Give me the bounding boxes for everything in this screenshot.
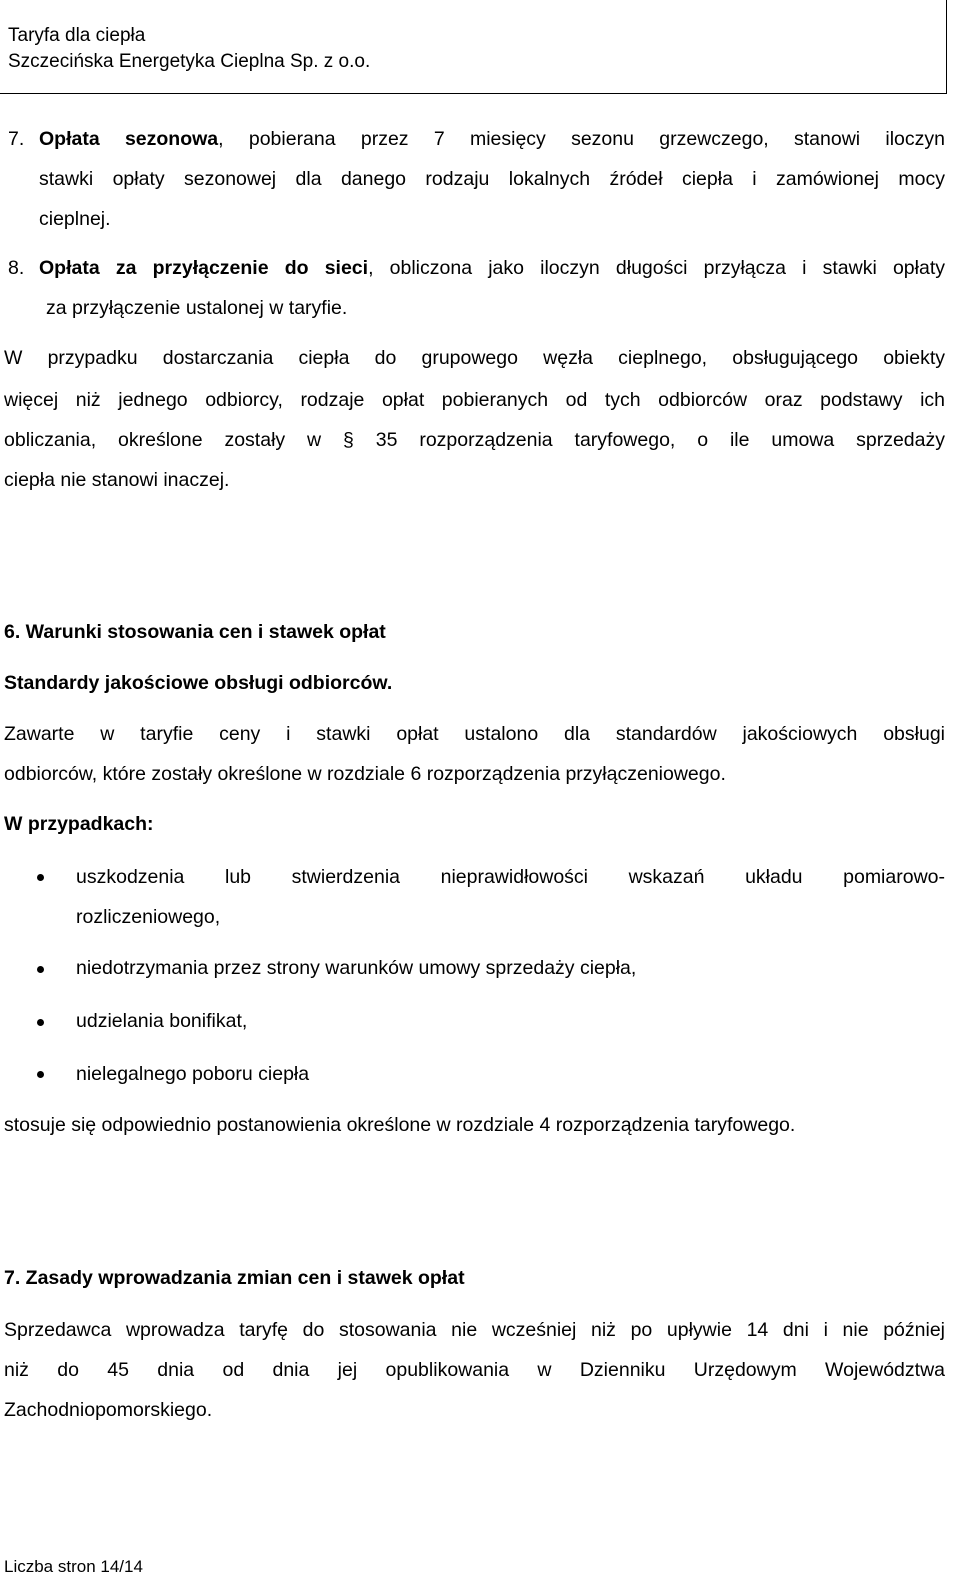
bullet-1-line-2: rozliczeniowego, — [76, 906, 221, 928]
page-header — [0, 0, 947, 94]
group-node-line-4: ciepła nie stanowi inaczej. — [4, 469, 230, 491]
item-8-bold: Opłata za przyłączenie do sieci — [39, 257, 369, 279]
item-7-line-1 — [39, 120, 945, 158]
bullet-dot — [37, 1019, 44, 1026]
group-node-line-2: więcej niż jednego odbiorcy, rodzaje opłat pobieranych od tych odbiorców oraz podstawy ich — [4, 389, 945, 411]
item-8-number: 8. — [8, 257, 25, 279]
section-6-para-line-2: odbiorców, które zostały określone w rozdziale 6 rozporządzenia przyłączeniowego. — [4, 763, 726, 785]
section-6-subtitle: Standardy jakościowe obsługi odbiorców. — [4, 672, 393, 694]
section-6-para-line-1: Zawarte w taryfie ceny i stawki opłat ustalono dla standardów jakościowych obsługi — [4, 723, 945, 745]
cases-heading: W przypadkach: — [4, 813, 154, 835]
bullet-dot — [37, 966, 44, 973]
header-title: Taryfa dla ciepła — [8, 25, 146, 46]
item-8-line-2: za przyłączenie ustalonej w taryfie. — [46, 297, 348, 319]
bullet-1-line-1: uszkodzenia lub stwierdzenia nieprawidłowości wskazań układu pomiarowo- — [76, 866, 945, 888]
section-6-title: 6. Warunki stosowania cen i stawek opłat — [4, 621, 386, 643]
section-7-line-3: Zachodniopomorskiego. — [4, 1399, 213, 1421]
item-7-line-3: cieplnej. — [39, 208, 111, 230]
item-8-line-1 — [39, 249, 945, 287]
section-7-line-2: niż do 45 dnia od dnia jej opublikowania w Dzienniku Urzędowym Województwa — [4, 1359, 945, 1381]
item-7-line-1-rest: , pobierana przez 7 miesięcy sezonu grzewczego, stanowi iloczyn — [218, 128, 945, 150]
item-7-bold: Opłata sezonowa — [39, 128, 219, 150]
bullet-dot — [37, 1071, 44, 1078]
page-count: Liczba stron 14/14 — [4, 1557, 143, 1576]
group-node-line-1: W przypadku dostarczania ciepła do grupowego węzła cieplnego, obsługującego obiekty — [4, 347, 945, 369]
bullet-3: udzielania bonifikat, — [76, 1010, 248, 1032]
bullet-dot — [37, 874, 44, 881]
item-7-line-2: stawki opłaty sezonowej dla danego rodzaju lokalnych źródeł ciepła i zamówionej mocy — [39, 168, 945, 190]
section-7-title: 7. Zasady wprowadzania zmian cen i stawek opłat — [4, 1267, 465, 1289]
item-8-line-1-rest: , obliczona jako iloczyn długości przyłącza i stawki opłaty — [368, 257, 945, 279]
bullet-4: nielegalnego poboru ciepła — [76, 1063, 310, 1085]
header-company: Szczecińska Energetyka Cieplna Sp. z o.o. — [8, 51, 371, 72]
bullet-2: niedotrzymania przez strony warunków umowy sprzedaży ciepła, — [76, 957, 637, 979]
group-node-line-3: obliczania, określone zostały w § 35 rozporządzenia taryfowego, o ile umowa sprzedaży — [4, 429, 945, 451]
section-7-line-1: Sprzedawca wprowadza taryfę do stosowania nie wcześniej niż po upływie 14 dni i nie później — [4, 1319, 945, 1341]
section-6-closing: stosuje się odpowiednio postanowienia określone w rozdziale 4 rozporządzenia taryfowego. — [4, 1114, 796, 1136]
item-7-number: 7. — [8, 128, 25, 150]
